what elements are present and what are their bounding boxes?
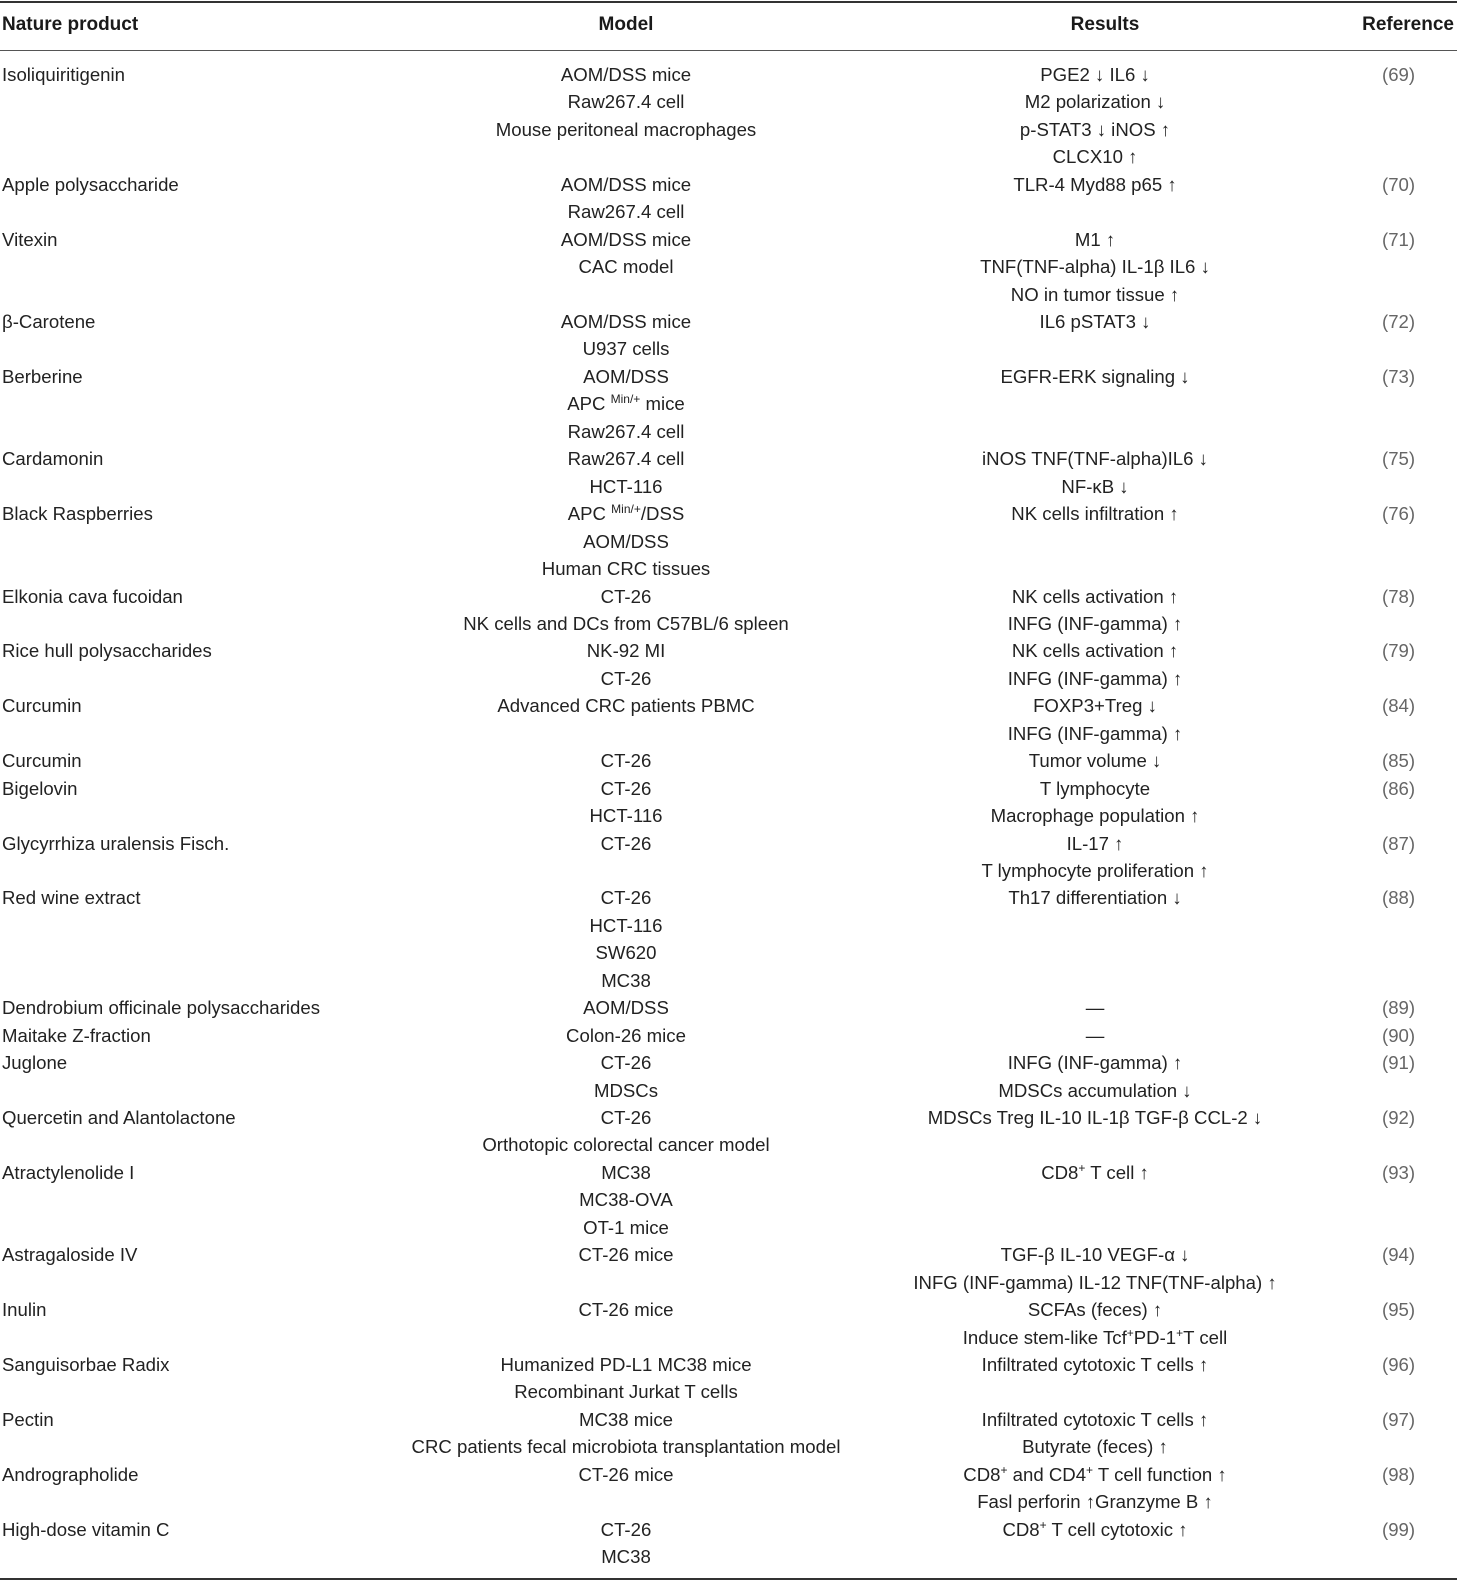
cell-nature-product: Sanguisorbae Radix [2, 1353, 170, 1375]
cell-results [835, 1461, 1355, 1516]
result-line: Fasl perforin ↑Granzyme B ↑ [977, 1491, 1213, 1513]
model-line: NK cells and DCs from C57BL/6 spleen [463, 612, 789, 634]
header-nature-product: Nature product [2, 14, 139, 35]
cell-nature-product: Bigelovin [2, 777, 78, 799]
result-line: MDSCs Treg IL-10 IL-1β TGF-β CCL-2 ↓ [927, 1106, 1263, 1128]
cell-results [835, 747, 1355, 774]
cell-results [835, 830, 1355, 885]
model-line: Raw267.4 cell [567, 201, 685, 223]
cell-nature-product: Vitexin [2, 228, 58, 250]
cell-reference: (99) [1382, 1518, 1416, 1540]
header-reference: Reference [1362, 14, 1454, 35]
cell-results [835, 445, 1355, 500]
result-line: INFG (INF-gamma) IL-12 TNF(TNF-alpha) ↑ [913, 1271, 1277, 1293]
result-line: IL6 pSTAT3 ↓ [1039, 311, 1151, 333]
result-line: NK cells activation ↑ [1011, 585, 1179, 607]
cell-reference: (87) [1382, 832, 1416, 854]
model-line: Mouse peritoneal macrophages [495, 118, 757, 140]
result-line: Butyrate (feces) ↑ [1022, 1436, 1168, 1458]
model-line: CT-26 [600, 750, 652, 772]
cell-nature-product: High-dose vitamin C [2, 1518, 170, 1540]
result-line: CLCX10 ↑ [1052, 146, 1138, 168]
table-row [0, 1159, 1457, 1241]
model-line: AOM/DSS [583, 365, 669, 387]
cell-results [835, 637, 1355, 692]
model-line: Recombinant Jurkat T cells [514, 1381, 738, 1403]
model-line: Advanced CRC patients PBMC [497, 695, 755, 717]
cell-nature-product: Rice hull polysaccharides [2, 640, 212, 662]
model-line: CRC patients fecal microbiota transplantation model [411, 1436, 841, 1458]
result-line: p-STAT3 ↓ iNOS ↑ [1019, 118, 1171, 140]
cell-reference: (93) [1382, 1161, 1416, 1183]
cell-nature-product: Andrographolide [2, 1463, 139, 1485]
table-top-rule [0, 1, 1457, 3]
cell-reference: (97) [1382, 1408, 1416, 1430]
header-rule [0, 50, 1457, 51]
cell-results [835, 583, 1355, 638]
cell-nature-product: Black Raspberries [2, 503, 153, 525]
table-row [0, 61, 1457, 171]
model-line: Human CRC tissues [541, 558, 711, 580]
model-line: AOM/DSS [583, 997, 669, 1019]
cell-results [835, 363, 1355, 390]
model-line: U937 cells [582, 338, 670, 360]
cell-results [835, 500, 1355, 527]
table-row [0, 1406, 1457, 1461]
cell-reference: (88) [1382, 887, 1416, 909]
cell-reference: (95) [1382, 1299, 1416, 1321]
cell-reference: (75) [1382, 448, 1416, 470]
cell-reference: (98) [1382, 1463, 1416, 1485]
cell-reference: (84) [1382, 695, 1416, 717]
cell-nature-product: Quercetin and Alantolactone [2, 1106, 236, 1128]
model-line: MC38 [601, 1546, 651, 1568]
result-line: PGE2 ↓ IL6 ↓ [1040, 64, 1150, 85]
cell-reference: (78) [1382, 585, 1416, 607]
cell-reference: (76) [1382, 503, 1416, 525]
table-row [0, 308, 1457, 363]
cell-results [835, 171, 1355, 198]
cell-nature-product: Maitake Z-fraction [2, 1024, 151, 1046]
result-line: SCFAs (feces) ↑ [1027, 1299, 1163, 1321]
cell-results [835, 1022, 1355, 1049]
model-line: NK-92 MI [586, 640, 666, 662]
cell-results [835, 1049, 1355, 1104]
result-line: INFG (INF-gamma) ↑ [1007, 722, 1183, 744]
table-row [0, 1049, 1457, 1104]
cell-reference: (94) [1382, 1244, 1416, 1266]
cell-reference: (91) [1382, 1052, 1416, 1074]
model-line: AOM/DSS [583, 530, 669, 552]
model-line: Humanized PD-L1 MC38 mice [500, 1353, 752, 1375]
table-row [0, 1241, 1457, 1296]
table-row [0, 583, 1457, 638]
table-row [0, 884, 1457, 994]
table-body [0, 61, 1457, 1571]
model-line: CT-26 mice [578, 1463, 674, 1485]
cell-nature-product: Cardamonin [2, 448, 104, 470]
result-line: NK cells activation ↑ [1011, 640, 1179, 662]
table-bottom-rule [0, 1578, 1457, 1580]
cell-reference: (73) [1382, 365, 1416, 387]
cell-nature-product: Astragaloside IV [2, 1244, 138, 1266]
cell-nature-product: Dendrobium officinale polysaccharides [2, 997, 320, 1019]
model-line: CT-26 mice [578, 1299, 674, 1321]
result-line: NK cells infiltration ↑ [1011, 503, 1179, 525]
result-line: CD8+ T cell ↑ [1041, 1160, 1149, 1183]
table-row [0, 1461, 1457, 1516]
cell-results [835, 884, 1355, 911]
model-line: Raw267.4 cell [567, 420, 685, 442]
header-results: Results [1070, 14, 1140, 35]
cell-results [835, 994, 1355, 1021]
result-line: INFG (INF-gamma) ↑ [1007, 667, 1183, 689]
result-line: NF-κB ↓ [1061, 475, 1129, 497]
model-line: MC38 mice [578, 1408, 674, 1430]
cell-reference: (69) [1382, 64, 1416, 85]
table-row [0, 500, 1457, 582]
result-line: Induce stem-like Tcf+PD-1+T cell [962, 1325, 1228, 1348]
cell-nature-product: Elkonia cava fucoidan [2, 585, 183, 607]
result-line: FOXP3+Treg ↓ [1033, 695, 1157, 717]
cell-nature-product: Juglone [2, 1052, 68, 1074]
result-line: Infiltrated cytotoxic T cells ↑ [981, 1408, 1209, 1430]
result-line: IL-17 ↑ [1066, 832, 1124, 854]
result-line: CD8+ T cell cytotoxic ↑ [1002, 1517, 1188, 1540]
model-line: CT-26 [600, 777, 652, 799]
result-line: iNOS TNF(TNF-alpha)IL6 ↓ [982, 448, 1208, 470]
model-line: MC38 [601, 969, 651, 991]
cell-reference: (72) [1382, 311, 1416, 333]
cell-results [835, 226, 1355, 308]
cell-reference: (79) [1382, 640, 1416, 662]
model-line: Orthotopic colorectal cancer model [482, 1134, 770, 1156]
model-line: CAC model [578, 256, 674, 278]
table-row [0, 1516, 1457, 1571]
result-line: EGFR-ERK signaling ↓ [1000, 365, 1190, 387]
table-row [0, 1022, 1457, 1049]
table-row [0, 775, 1457, 830]
result-line: Th17 differentiation ↓ [1008, 887, 1182, 909]
model-line: MDSCs [593, 1079, 659, 1101]
result-line: M1 ↑ [1074, 228, 1116, 250]
model-line: Raw267.4 cell [567, 448, 685, 470]
result-line: Macrophage population ↑ [990, 805, 1200, 827]
model-line: AOM/DSS mice [560, 64, 692, 85]
result-line: — [1085, 997, 1105, 1019]
result-line: M2 polarization ↓ [1024, 91, 1166, 113]
cell-nature-product: Atractylenolide I [2, 1161, 135, 1183]
cell-results [835, 61, 1355, 171]
cell-nature-product: Isoliquiritigenin [2, 64, 125, 85]
result-line: TGF-β IL-10 VEGF-α ↓ [1000, 1244, 1190, 1266]
model-line: MC38-OVA [579, 1189, 673, 1211]
result-line: — [1085, 1024, 1105, 1046]
model-line: Raw267.4 cell [567, 91, 685, 113]
model-line: CT-26 [600, 832, 652, 854]
model-line: HCT-116 [589, 914, 663, 936]
cell-nature-product: Glycyrrhiza uralensis Fisch. [2, 832, 230, 854]
cell-results [835, 775, 1355, 830]
model-line: CT-26 [600, 887, 652, 909]
model-line: APC $^{Min/+}$ mice [567, 392, 685, 415]
result-line: MDSCs accumulation ↓ [998, 1079, 1192, 1101]
model-line: AOM/DSS mice [560, 228, 692, 250]
cell-reference: (96) [1382, 1353, 1416, 1375]
table-row [0, 1296, 1457, 1351]
result-line: TLR-4 Myd88 p65 ↑ [1013, 173, 1177, 195]
table-row [0, 171, 1457, 226]
model-line: SW620 [595, 942, 657, 964]
result-line: INFG (INF-gamma) ↑ [1007, 1052, 1183, 1074]
cell-results [835, 1516, 1355, 1543]
cell-nature-product: β-Carotene [2, 311, 96, 333]
table-row [0, 994, 1457, 1021]
cell-nature-product: Curcumin [2, 750, 82, 772]
cell-results [835, 1241, 1355, 1296]
cell-results [835, 308, 1355, 335]
table-row [0, 830, 1457, 885]
model-line: CT-26 mice [578, 1244, 674, 1266]
cell-reference: (71) [1382, 228, 1416, 250]
result-line: T lymphocyte proliferation ↑ [981, 859, 1209, 881]
model-line: AOM/DSS mice [560, 173, 692, 195]
cell-nature-product: Curcumin [2, 695, 82, 717]
cell-nature-product: Pectin [2, 1408, 54, 1430]
model-line: CT-26 [600, 1052, 652, 1074]
table-row [0, 692, 1457, 747]
table-row [0, 226, 1457, 308]
cell-reference: (86) [1382, 777, 1416, 799]
cell-reference: (92) [1382, 1106, 1416, 1128]
table-row [0, 363, 1457, 445]
cell-reference: (85) [1382, 750, 1416, 772]
result-line: Infiltrated cytotoxic T cells ↑ [981, 1353, 1209, 1375]
model-line: CT-26 [600, 667, 652, 689]
table-row [0, 1104, 1457, 1159]
model-line: CT-26 [600, 1518, 652, 1540]
cell-results [835, 1351, 1355, 1378]
model-line: AOM/DSS mice [560, 311, 692, 333]
model-line: CT-26 [600, 1106, 652, 1128]
cell-results [835, 692, 1355, 747]
model-line: HCT-116 [589, 805, 663, 827]
result-line: NO in tumor tissue ↑ [1010, 283, 1180, 305]
cell-nature-product: Inulin [2, 1299, 47, 1321]
result-line: CD8+ and CD4+ T cell function ↑ [963, 1462, 1227, 1485]
cell-results [835, 1406, 1355, 1461]
cell-reference: (90) [1382, 1024, 1416, 1046]
header-model: Model [598, 14, 654, 35]
table-row [0, 1351, 1457, 1406]
cell-reference: (89) [1382, 997, 1416, 1019]
cell-results [835, 1296, 1355, 1351]
result-line: TNF(TNF-alpha) IL-1β IL6 ↓ [980, 256, 1210, 278]
cell-results [835, 1104, 1355, 1131]
model-line: Colon-26 mice [566, 1024, 686, 1046]
model-line: HCT-116 [589, 475, 663, 497]
result-line: Tumor volume ↓ [1028, 750, 1162, 772]
result-line: T lymphocyte [1039, 777, 1151, 799]
cell-nature-product: Berberine [2, 365, 83, 387]
cell-reference: (70) [1382, 173, 1416, 195]
table-row [0, 445, 1457, 500]
result-line: INFG (INF-gamma) ↑ [1007, 612, 1183, 634]
cell-results [835, 1159, 1355, 1186]
table-row [0, 747, 1457, 774]
model-line: OT-1 mice [583, 1216, 669, 1238]
cell-nature-product: Red wine extract [2, 887, 141, 909]
table-row [0, 637, 1457, 692]
cell-nature-product: Apple polysaccharide [2, 173, 179, 195]
model-line: CT-26 [600, 585, 652, 607]
model-line: APC $^{Min/+}$/DSS [567, 502, 685, 525]
model-line: MC38 [601, 1161, 651, 1183]
